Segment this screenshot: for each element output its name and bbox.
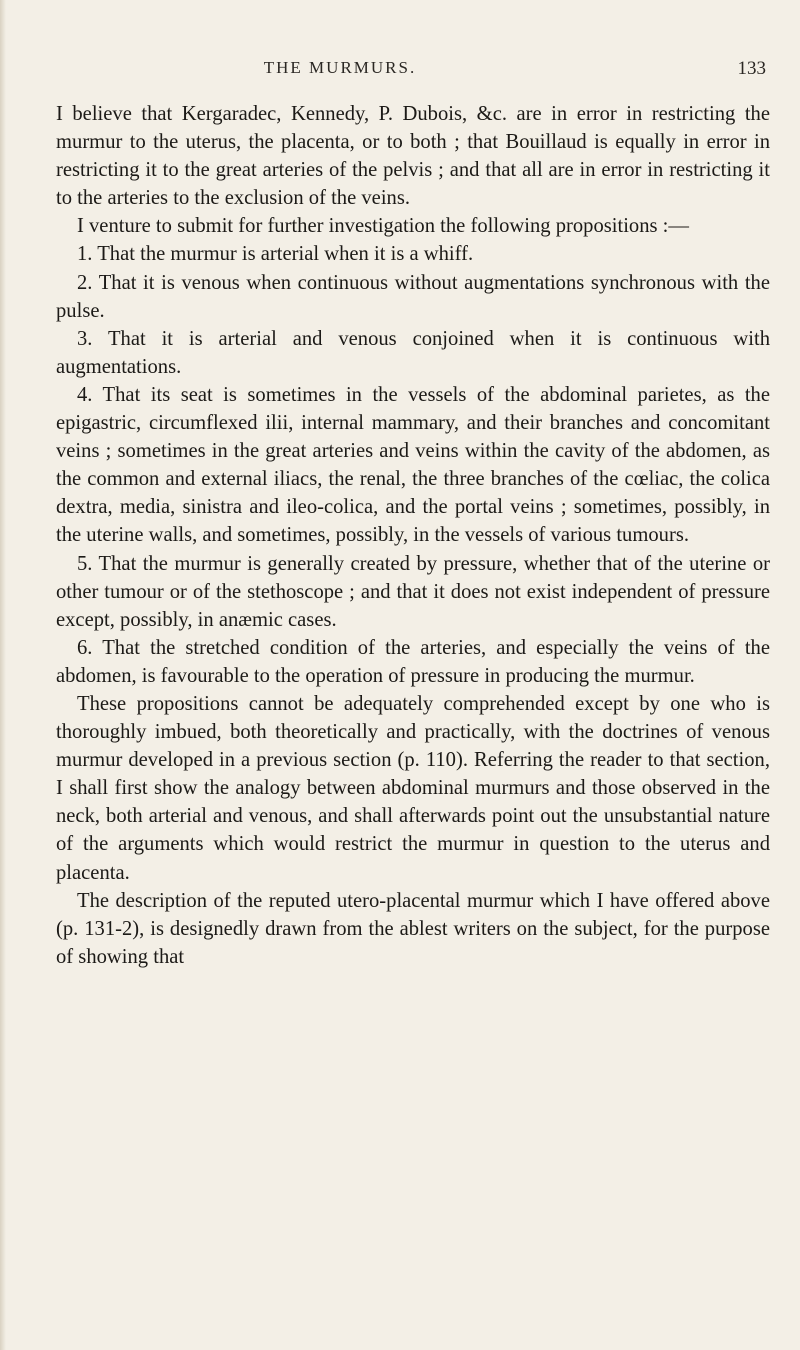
page-edge-shadow [0,0,6,1350]
body-text [56,100,770,971]
paragraph-opening: I believe that Kergaradec, Kennedy, P. Dubois, &c. are in error in restricting the murmur to the uterus, the placenta, or to both ; that Bouillaud is equally in error in restricting it to the great arteries of the pelvis ; and that all are in error in restricting it to the arteries to the exclusion of the veins. [56,103,770,210]
proposition-2: 2. That it is venous when continuous without augmentations synchronous with the pulse. [56,271,770,322]
proposition-4: 4. That its seat is sometimes in the vessels of the abdominal parietes, as the epigastric, circumflexed ilii, internal mammary, and their branches and concomitant veins ; sometimes in the great arteries and veins within the cavity of the abdomen, as the common and external iliacs, the renal, the three branches of the cœliac, the colica dextra, media, sinistra and ileo-colica, and the portal veins ; sometimes, possibly, in the uterine walls, and sometimes, possibly, in the vessels of various tumours. [56,383,770,547]
page-number: 133 [737,58,766,79]
proposition-6: 6. That the stretched condition of the arteries, and especially the veins of the abdomen, is favourable to the operation of pressure in producing the murmur. [56,636,770,687]
proposition-3: 3. That it is arterial and venous conjoined when it is continuous with augmentations. [56,327,770,378]
paragraph-description: The description of the reputed utero-placental murmur which I have offered above (p. 131-2), is designedly drawn from the ablest writers on the subject, for the purpose of showing that [56,889,770,968]
paragraph-comprehension: These propositions cannot be adequately comprehended except by one who is thoroughly imbued, both theoretically and practically, with the doctrines of venous murmur developed in a previous section (p. 110). Referring the reader to that section, I shall first show the analogy between abdominal murmurs and those observed in the neck, both arterial and venous, and shall afterwards point out the unsubstantial nature of the arguments which would restrict the murmur in question to the uterus and placenta. [56,692,770,884]
proposition-1: 1. That the murmur is arterial when it is a whiff. [77,243,474,266]
running-title: THE MURMURS. [263,58,417,77]
proposition-5: 5. That the murmur is generally created by pressure, whether that of the uterine or other tumour or of the stethoscope ; and that it does not exist independent of pressure except, possibly, in anæmic cases. [56,552,770,631]
paragraph-propositions-intro: I venture to submit for further investigation the following propositions :— [77,215,690,238]
running-header [0,58,800,88]
